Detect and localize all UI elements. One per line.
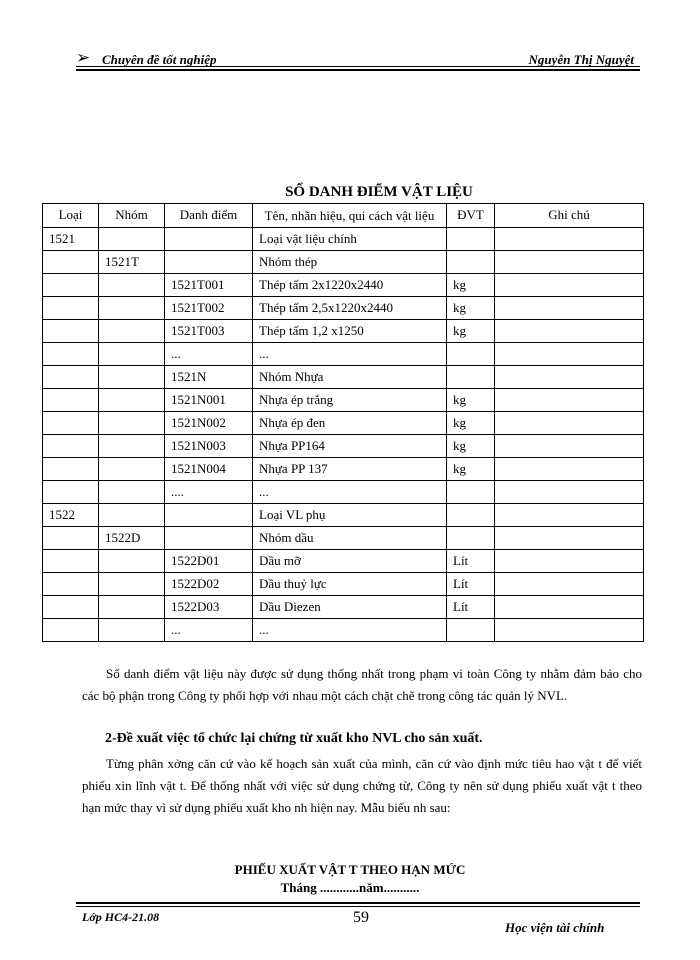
cell-type [43,619,99,642]
cell-code: 1521N [165,366,253,389]
cell-unit [447,251,495,274]
cell-note [495,274,644,297]
footer-institution: Học viện tài chính [505,920,605,935]
table-body [43,228,644,642]
col-header-code: Danh điểm [165,204,253,228]
table-row [43,389,644,412]
cell-group [99,274,165,297]
cell-group [99,573,165,596]
cell-group [99,297,165,320]
cell-type [43,527,99,550]
cell-note [495,343,644,366]
cell-type [43,412,99,435]
cell-code [165,504,253,527]
cell-note [495,228,644,251]
table-row [43,619,644,642]
table-header-row [43,204,644,228]
cell-type [43,343,99,366]
table-row [43,274,644,297]
cell-note [495,527,644,550]
cell-name: Nhóm dầu [253,527,447,550]
cell-group [99,412,165,435]
page-header [76,50,640,70]
col-header-name: Tên, nhãn hiệu, qui cách vật liệu [253,204,447,228]
table-row [43,435,644,458]
cell-unit: Lít [447,550,495,573]
cell-note [495,596,644,619]
cell-note [495,619,644,642]
cell-name: Thép tấm 2x1220x2440 [253,274,447,297]
cell-code: 1522D03 [165,596,253,619]
cell-unit [447,504,495,527]
cell-name: Dầu mỡ [253,550,447,573]
page-number: 59 [353,909,369,926]
header-rule [76,66,640,67]
cell-code: 1521N001 [165,389,253,412]
cell-unit [447,366,495,389]
table-row [43,366,644,389]
cell-unit: kg [447,389,495,412]
cell-unit: Lít [447,596,495,619]
cell-unit [447,228,495,251]
footer-class: Lớp HC4-21.08 [82,910,160,924]
cell-code: 1521T001 [165,274,253,297]
cell-group [99,389,165,412]
cell-name: Loại vật liệu chính [253,228,447,251]
cell-name: ... [253,619,447,642]
cell-note [495,550,644,573]
cell-group [99,343,165,366]
cell-group [99,320,165,343]
table-row [43,481,644,504]
cell-unit: kg [447,297,495,320]
table-row [43,228,644,251]
cell-group [99,504,165,527]
cell-name: Nhựa ép đen [253,412,447,435]
table-row [43,458,644,481]
cell-type [43,320,99,343]
cell-code: ... [165,619,253,642]
cell-type [43,458,99,481]
cell-group [99,366,165,389]
arrow-icon: ➢ [76,48,91,67]
cell-unit: kg [447,320,495,343]
header-left-title: Chuyên đề tốt nghiệp [102,52,217,67]
cell-name: Nhóm thép [253,251,447,274]
section-heading: 2-Đề xuất việc tổ chức lại chứng từ xuất kho NVL cho sản xuất. [105,731,483,746]
cell-unit: Lít [447,573,495,596]
cell-type [43,366,99,389]
table-row [43,527,644,550]
cell-type [43,596,99,619]
cell-name: Thép tấm 1,2 x1250 [253,320,447,343]
cell-name: Nhựa PP 137 [253,458,447,481]
cell-type [43,251,99,274]
cell-group [99,550,165,573]
cell-group [99,458,165,481]
cell-type [43,297,99,320]
cell-note [495,297,644,320]
cell-code: 1522D01 [165,550,253,573]
cell-unit: kg [447,458,495,481]
cell-unit [447,619,495,642]
cell-note [495,389,644,412]
cell-name: Dầu thuỷ lực [253,573,447,596]
cell-code: 1521T003 [165,320,253,343]
cell-code: ... [165,343,253,366]
cell-code [165,228,253,251]
cell-name: Loại VL phụ [253,504,447,527]
cell-note [495,251,644,274]
cell-note [495,366,644,389]
table-row [43,504,644,527]
table-row [43,550,644,573]
footer-rule [76,906,640,907]
col-header-type: Loại [43,204,99,228]
cell-unit [447,343,495,366]
table-row [43,412,644,435]
footer-rule-thick [76,902,640,904]
cell-unit: kg [447,412,495,435]
cell-code: 1522D02 [165,573,253,596]
cell-note [495,458,644,481]
cell-note [495,320,644,343]
cell-group: 1522D [99,527,165,550]
cell-name: ... [253,343,447,366]
cell-unit [447,527,495,550]
cell-code: 1521N003 [165,435,253,458]
col-header-note: Ghi chú [495,204,644,228]
cell-code: 1521T002 [165,297,253,320]
table-row [43,320,644,343]
form-date-line: Tháng ............năm........... [280,880,420,895]
cell-code [165,251,253,274]
cell-type [43,573,99,596]
table-row [43,596,644,619]
cell-unit: kg [447,274,495,297]
cell-note [495,573,644,596]
cell-type [43,435,99,458]
cell-type [43,274,99,297]
cell-group [99,596,165,619]
cell-note [495,504,644,527]
header-author: Nguyễn Thị Nguyệt [528,52,634,67]
cell-group [99,481,165,504]
table-row [43,297,644,320]
cell-group: 1521T [99,251,165,274]
cell-type [43,550,99,573]
cell-note [495,412,644,435]
cell-name: ... [253,481,447,504]
cell-unit: kg [447,435,495,458]
cell-code [165,527,253,550]
table-row [43,343,644,366]
paragraph-1: Sổ danh điểm vật liệu này được sử dụng thống nhất trong phạm vi toàn Công ty nhằm đảm bảo cho các bộ phận trong Công ty phối hợp với nhau một cách chặt chẽ trong công tác quản lý NVL. [82,666,642,703]
cell-name: Nhựa PP164 [253,435,447,458]
cell-note [495,481,644,504]
cell-name: Dầu Diezen [253,596,447,619]
cell-group [99,619,165,642]
cell-name: Nhóm Nhựa [253,366,447,389]
cell-type [43,389,99,412]
cell-type [43,481,99,504]
cell-name: Thép tấm 2,5x1220x2440 [253,297,447,320]
table-row [43,251,644,274]
table-row [43,573,644,596]
cell-code: .... [165,481,253,504]
cell-group [99,228,165,251]
cell-unit [447,481,495,504]
cell-code: 1521N002 [165,412,253,435]
cell-group [99,435,165,458]
col-header-group: Nhóm [99,204,165,228]
material-code-table [42,203,644,642]
cell-type: 1521 [43,228,99,251]
col-header-unit: ĐVT [447,204,495,228]
cell-note [495,435,644,458]
cell-type: 1522 [43,504,99,527]
form-title: PHIẾU XUẤT VẬT T THEO HẠN MỨC [234,862,466,877]
paragraph-2: Từng phân xởng căn cứ vào kế hoạch sản xuất của mình, căn cứ vào định mức tiêu hao vật t để viết phiếu xin lĩnh vật t. Để thống nhất với việc sử dụng chứng từ, Công ty nên sử dụng phiếu xuất vật t theo hạn mức thay vì sử dụng phiếu xuất kho nh hiện nay. Mẫu biểu nh sau: [82,756,642,815]
header-rule-thick [76,69,640,71]
table-title: SỔ DANH ĐIỂM VẬT LIỆU [285,184,473,200]
cell-code: 1521N004 [165,458,253,481]
cell-name: Nhựa ép trắng [253,389,447,412]
